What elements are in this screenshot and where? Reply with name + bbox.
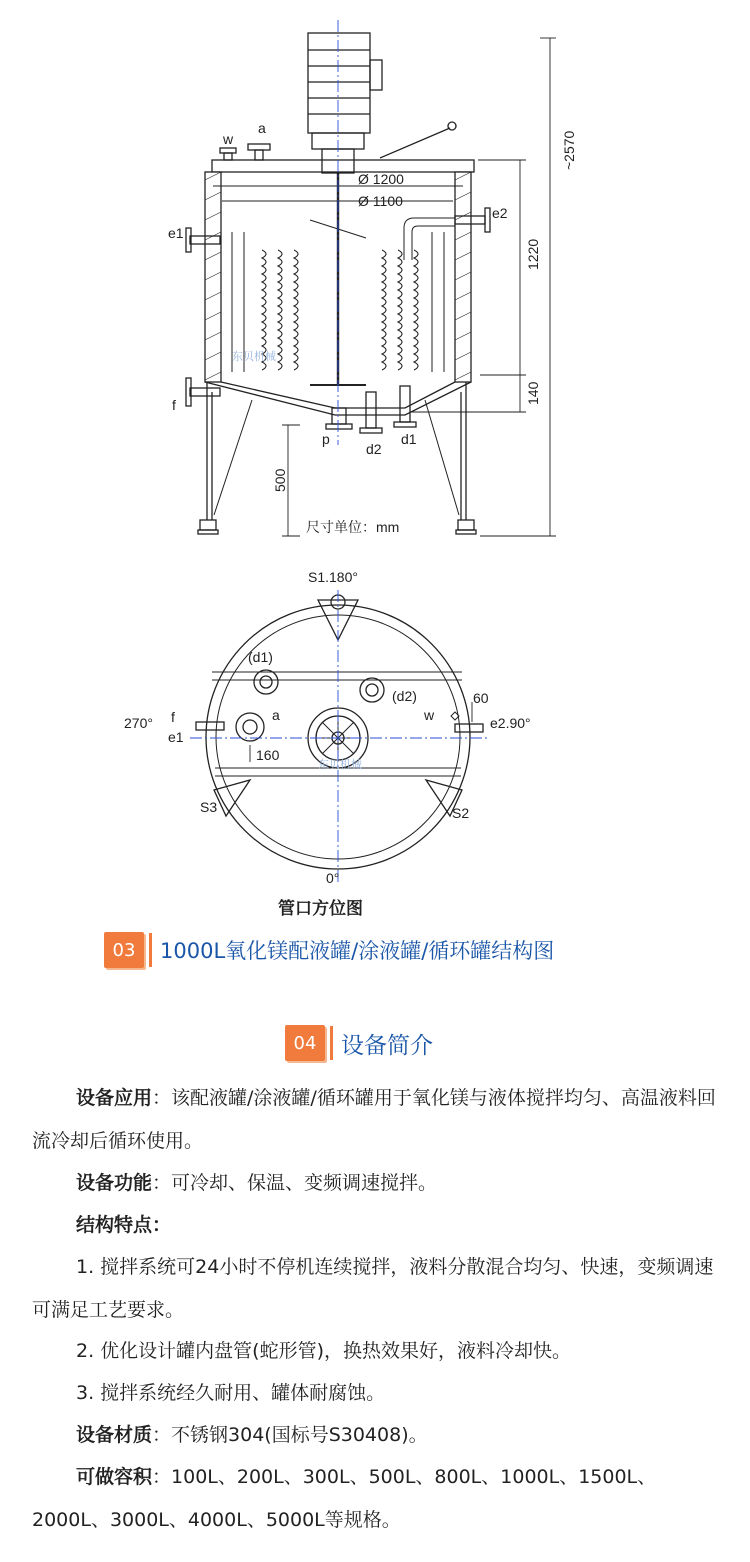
application-text: ：该配液罐/涂液罐/循环罐用于氧化镁与液体搅拌均匀、高温液料回流冷却后循环使用。 bbox=[32, 1087, 716, 1152]
plan-label-s3: S3 bbox=[200, 799, 218, 815]
features-label: 结构特点： bbox=[76, 1214, 172, 1236]
plan-label-f: f bbox=[171, 709, 175, 725]
feature-2: 2. 优化设计罐内盘管(蛇形管)，换热效果好，液料冷却快。 bbox=[76, 1340, 571, 1362]
label-f: f bbox=[172, 397, 176, 413]
serpentine-coil-right bbox=[382, 218, 455, 372]
label-e1: e1 bbox=[168, 225, 184, 241]
dim-shell-height: 1220 bbox=[525, 238, 541, 270]
watermark-top: 东贝机械 bbox=[232, 351, 276, 363]
nozzle-p bbox=[332, 408, 346, 424]
material-text: ：不锈钢304(国标号S30408)。 bbox=[152, 1424, 428, 1446]
label-p: p bbox=[322, 431, 330, 447]
left-wall bbox=[205, 172, 221, 382]
unit-note: 尺寸单位：mm bbox=[306, 519, 400, 535]
function-text: ：可冷却、保温、变频调速搅拌。 bbox=[152, 1172, 438, 1194]
plan-dim-160: 160 bbox=[256, 747, 280, 763]
section-03-heading bbox=[104, 932, 554, 968]
feature-1: 1. 搅拌系统可24小时不停机连续搅拌，液料分散混合均匀、快速，变频调速可满足工艺要求。 bbox=[32, 1256, 714, 1321]
section-04-heading bbox=[285, 1025, 433, 1061]
capacity-text: ：100L、200L、300L、500L、800L、1000L、1500L、2000L、3000L、4000L、5000L等规格。 bbox=[32, 1466, 657, 1531]
section-04-divider bbox=[330, 1026, 333, 1060]
function-label: 设备功能 bbox=[76, 1172, 153, 1194]
section-03-title: 1000L氧化镁配液罐/涂液罐/循环罐结构图 bbox=[160, 939, 555, 963]
plan-dim-60: 60 bbox=[473, 690, 489, 706]
features-heading bbox=[32, 1204, 722, 1247]
section-03-divider bbox=[149, 933, 152, 967]
plan-label-a: a bbox=[272, 707, 280, 723]
leg-left bbox=[207, 382, 212, 520]
plan-label-s2: S2 bbox=[452, 805, 470, 821]
plan-nozzle-d1 bbox=[254, 670, 278, 694]
function-paragraph bbox=[32, 1162, 722, 1205]
plan-label-e1: e1 bbox=[168, 729, 184, 745]
dim-total-height: ~2570 bbox=[561, 130, 577, 170]
label-e2: e2 bbox=[492, 205, 508, 221]
plan-title: 管口方位图 bbox=[278, 899, 363, 919]
motor bbox=[308, 33, 370, 133]
dim-leg-height: 500 bbox=[272, 468, 288, 492]
plan-nozzle-f bbox=[196, 722, 224, 730]
section-04-number: 04 bbox=[285, 1025, 325, 1061]
capacity-label: 可做容积 bbox=[76, 1466, 153, 1488]
section-04-title: 设备简介 bbox=[341, 1032, 433, 1059]
elevation-view bbox=[186, 20, 556, 536]
application-paragraph bbox=[32, 1077, 722, 1163]
nozzle-orientation-view bbox=[190, 590, 488, 885]
nozzle-d1 bbox=[400, 386, 410, 422]
label-d1: d1 bbox=[401, 431, 417, 447]
capacity-paragraph bbox=[32, 1456, 722, 1542]
section-03-number: 03 bbox=[104, 932, 144, 968]
feature-3: 3. 搅拌系统经久耐用、罐体耐腐蚀。 bbox=[76, 1382, 386, 1404]
dim-outer-diameter: Ø 1200 bbox=[358, 171, 404, 187]
dim-inner-diameter: Ø 1100 bbox=[358, 193, 403, 209]
plan-nozzle-d2 bbox=[360, 678, 384, 702]
plan-label-e2: e2.90° bbox=[490, 715, 531, 731]
right-wall bbox=[455, 172, 471, 382]
material-label: 设备材质 bbox=[76, 1424, 153, 1446]
material-paragraph bbox=[32, 1414, 722, 1457]
plan-label-0: 0° bbox=[326, 870, 340, 886]
application-label: 设备应用 bbox=[76, 1087, 153, 1109]
nozzle-f bbox=[190, 388, 220, 396]
leg-right bbox=[461, 382, 466, 520]
tank-cover bbox=[212, 160, 474, 172]
dim-bottom-height: 140 bbox=[525, 381, 541, 405]
plan-label-d1: (d1) bbox=[248, 649, 273, 665]
label-d2: d2 bbox=[366, 441, 382, 457]
nozzle-d2 bbox=[366, 392, 376, 428]
plan-label-w: w bbox=[424, 707, 435, 723]
label-270: 270° bbox=[124, 715, 153, 731]
plan-label-d2: (d2) bbox=[392, 688, 417, 704]
label-a: a bbox=[258, 120, 266, 136]
plan-nozzle-a bbox=[236, 713, 264, 741]
label-s1: S1.180° bbox=[308, 569, 358, 585]
label-w: w bbox=[223, 131, 234, 147]
watermark-plan: 东贝机械 bbox=[318, 759, 362, 771]
